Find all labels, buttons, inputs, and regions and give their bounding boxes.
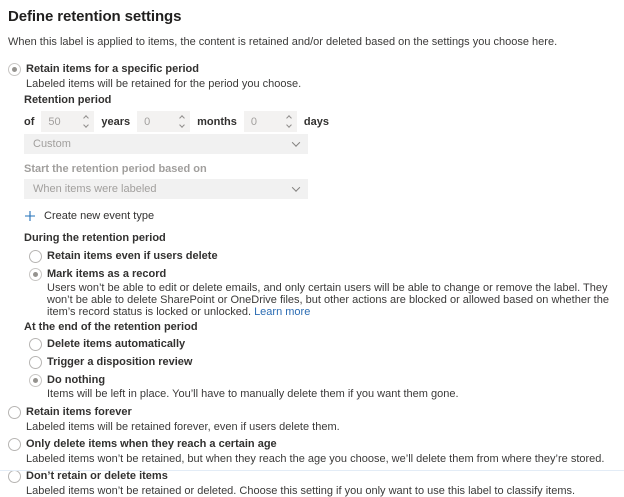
bottom-divider [0,470,624,471]
radio-retain-forever[interactable] [8,406,21,419]
start-basis-heading: Start the retention period based on [24,163,207,175]
chevron-up-icon[interactable] [179,115,185,121]
option-dont-retain-or-delete[interactable] [8,470,612,483]
days-input[interactable] [251,116,279,128]
years-label: years [101,115,131,128]
radio-specific-period[interactable] [8,63,21,76]
days-spin-buttons[interactable] [287,116,293,127]
option-mark-as-record-description [47,282,612,318]
chevron-down-icon [292,138,300,146]
radio-mark-as-record[interactable] [29,268,42,281]
option-retain-forever[interactable] [8,406,612,419]
option-delete-automatically[interactable] [29,338,612,351]
learn-more-link[interactable]: Learn more [254,306,311,318]
days-label: days [303,115,329,128]
option-dont-retain-or-delete-description: Labeled items won’t be retained or deleted. Choose this setting if you only want to use this label to classify items. [26,485,576,497]
duration-preset-select[interactable] [24,134,308,154]
radio-retain-even-if-delete[interactable] [29,250,42,263]
months-spinner[interactable] [137,111,190,132]
chevron-down-icon[interactable] [84,122,90,128]
of-label: of [24,115,35,128]
option-delete-at-age[interactable] [8,438,612,451]
option-dont-retain-or-delete-label[interactable]: Don’t retain or delete items [26,470,168,482]
start-basis-value: When items were labeled [33,183,157,195]
mark-as-record-description-text: Users won’t be able to edit or delete emails, and only certain users will be able to change or remove the label. They won’t be able to delete SharePoint or OneDrive files, but other actions are blocked or allowed based on whether the item’s record status is locked or unlocked. [47,282,609,318]
create-event-type-link[interactable] [24,210,612,222]
create-event-type-label[interactable]: Create new event type [44,210,155,222]
page-title: Define retention settings [8,8,182,25]
during-retention-heading: During the retention period [24,232,166,244]
duration-preset-value: Custom [33,138,71,150]
page-subtitle: When this label is applied to items, the content is retained and/or deleted based on the settings you choose here. [8,36,558,48]
option-specific-period-description: Labeled items will be retained for the period you choose. [26,78,302,90]
option-mark-as-record[interactable] [29,268,612,281]
chevron-up-icon[interactable] [286,115,292,121]
chevron-down-icon[interactable] [286,122,292,128]
retention-period-heading: Retention period [24,94,112,106]
option-retain-forever-description: Labeled items will be retained forever, even if users delete them. [26,421,340,433]
option-retain-even-if-delete[interactable] [29,250,612,263]
option-delete-at-age-description: Labeled items won’t be retained, but when they reach the age you choose, we’ll delete them from where they’re stored. [26,453,605,465]
option-trigger-disposition-review-label[interactable]: Trigger a disposition review [47,356,193,368]
months-label: months [197,115,237,128]
option-retain-forever-label[interactable]: Retain items forever [26,406,132,418]
years-spin-buttons[interactable] [84,116,90,127]
plus-icon [24,210,36,222]
months-spin-buttons[interactable] [180,116,186,127]
months-input[interactable] [144,116,172,128]
start-basis-select[interactable] [24,179,308,199]
chevron-down-icon [292,183,300,191]
radio-dont-retain-or-delete[interactable] [8,470,21,483]
option-retain-even-if-delete-label[interactable]: Retain items even if users delete [47,250,218,262]
option-trigger-disposition-review[interactable] [29,356,612,369]
end-retention-heading: At the end of the retention period [24,321,198,333]
retention-period-row [24,111,612,132]
radio-delete-automatically[interactable] [29,338,42,351]
option-do-nothing-label[interactable]: Do nothing [47,374,106,386]
option-do-nothing[interactable] [29,374,612,387]
chevron-up-icon[interactable] [84,115,90,121]
chevron-down-icon[interactable] [179,122,185,128]
option-specific-period[interactable] [8,63,612,76]
years-spinner[interactable] [41,111,94,132]
days-spinner[interactable] [244,111,297,132]
radio-trigger-disposition-review[interactable] [29,356,42,369]
option-do-nothing-description: Items will be left in place. You’ll have to manually delete them if you want them gone. [47,388,459,400]
option-delete-automatically-label[interactable]: Delete items automatically [47,338,186,350]
option-delete-at-age-label[interactable]: Only delete items when they reach a certain age [26,438,277,450]
specific-period-settings [24,94,612,400]
radio-do-nothing[interactable] [29,374,42,387]
years-input[interactable] [48,116,76,128]
option-mark-as-record-label[interactable]: Mark items as a record [47,268,167,280]
radio-delete-at-age[interactable] [8,438,21,451]
option-specific-period-label[interactable]: Retain items for a specific period [26,63,199,75]
